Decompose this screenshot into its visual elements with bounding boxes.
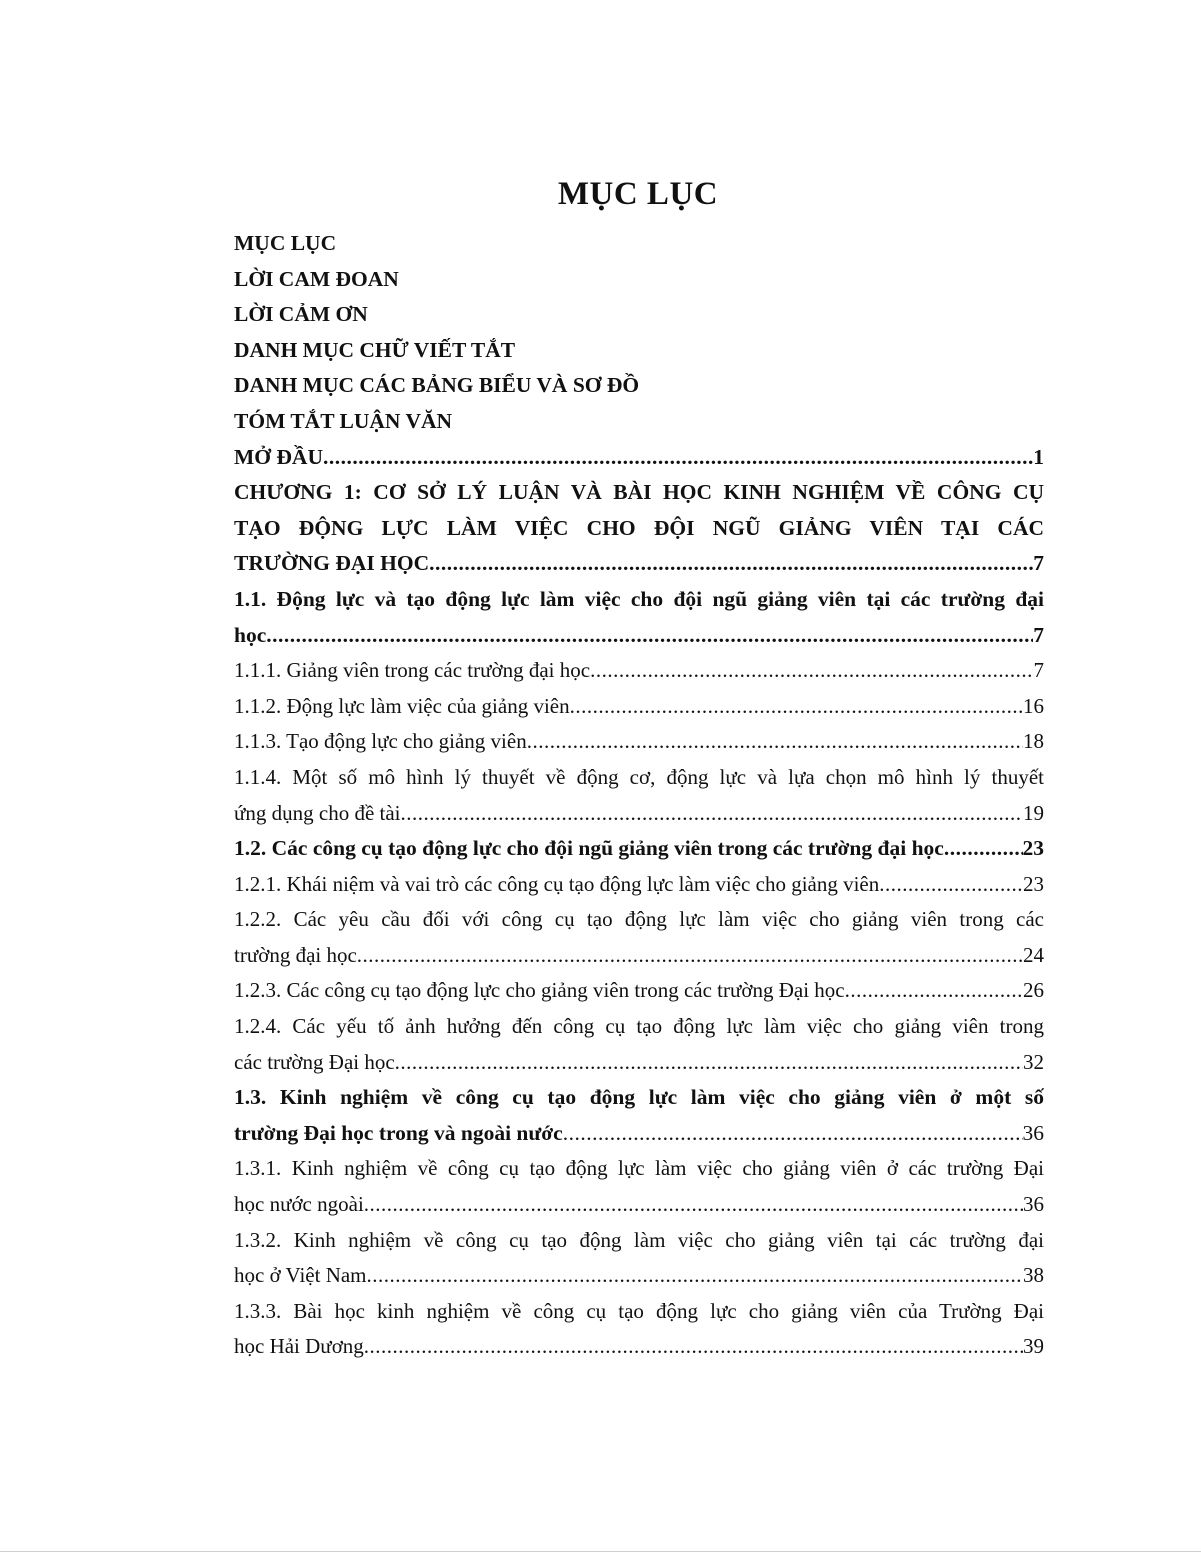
dot-leader <box>323 440 1033 476</box>
toc-entry-tom-tat: TÓM TẮT LUẬN VĂN <box>234 408 453 433</box>
toc-entry-1-3 <box>234 1116 1044 1152</box>
toc-page-number: 23 <box>1023 871 1044 896</box>
toc-entry-text: 1.2.1. Khái niệm và vai trò các công cụ tạo động lực làm việc cho giảng viên <box>234 871 880 896</box>
table-of-contents <box>234 226 1044 1365</box>
page-edge-line <box>0 1551 1201 1552</box>
toc-entry-muc-luc: MỤC LỤC <box>234 231 337 255</box>
toc-entry-text: ứng dụng cho đề tài <box>234 800 401 825</box>
toc-page-number: 7 <box>1033 622 1044 647</box>
toc-entry-text: học ở Việt Nam <box>234 1263 367 1288</box>
toc-page-number: 26 <box>1023 978 1044 1003</box>
dot-leader <box>879 867 1023 903</box>
dot-leader <box>367 1258 1023 1294</box>
toc-entry-1-2-1 <box>234 867 1044 903</box>
dot-leader <box>357 938 1023 974</box>
toc-entry-text: học Hải Dương <box>234 1334 364 1359</box>
toc-entry-danh-muc-chu-viet-tat: DANH MỤC CHỮ VIẾT TẮT <box>234 337 516 362</box>
toc-page-number: 16 <box>1023 693 1044 718</box>
dot-leader <box>401 796 1023 832</box>
toc-entry-text: 1.2. Các công cụ tạo động lực cho đội ngũ giảng viên trong các trường đại học <box>234 836 944 861</box>
toc-entry-chuong-1 <box>234 546 1044 582</box>
toc-page-number: 7 <box>1033 658 1044 683</box>
toc-entry-text: TRƯỜNG ĐẠI HỌC <box>234 551 430 576</box>
toc-entry-1-1-2 <box>234 689 1044 725</box>
toc-entry-loi-cam-on: LỜI CẢM ƠN <box>234 302 368 327</box>
toc-entry-1-1-4 <box>234 796 1044 832</box>
toc-entry-text: 1.1.3. Tạo động lực cho giảng viên <box>234 729 527 754</box>
toc-entry-chuong-1-line-1: CHƯƠNG 1: CƠ SỞ LÝ LUẬN VÀ BÀI HỌC KINH NGHIỆM VỀ CÔNG CỤ <box>234 480 1044 505</box>
toc-entry-text: trường Đại học trong và ngoài nước <box>234 1120 563 1145</box>
dot-leader <box>563 1116 1023 1152</box>
page-title: MỤC LỤC <box>557 176 719 212</box>
toc-entry-1-2-3 <box>234 973 1044 1009</box>
toc-page-number: 1 <box>1033 444 1044 469</box>
dot-leader <box>364 1187 1023 1223</box>
toc-entry-1-2-4 <box>234 1045 1044 1081</box>
toc-entry-1-1-1 <box>234 653 1044 689</box>
toc-entry-1-3-3-line-1: 1.3.3. Bài học kinh nghiệm về công cụ tạo động lực cho giảng viên của Trường Đại <box>234 1298 1044 1323</box>
toc-entry-1-3-2-line-1: 1.3.2. Kinh nghiệm về công cụ tạo động làm việc cho giảng viên tại các trường đại <box>234 1227 1044 1252</box>
toc-entry-mo-dau <box>234 440 1044 476</box>
toc-entry-loi-cam-doan: LỜI CAM ĐOAN <box>234 266 399 291</box>
dot-leader <box>364 1329 1023 1365</box>
toc-entry-1-2 <box>234 831 1044 867</box>
toc-page-number: 23 <box>1022 836 1044 861</box>
toc-entry-1-3-line-1: 1.3. Kinh nghiệm về công cụ tạo động lực làm việc cho giảng viên ở một số <box>234 1085 1044 1110</box>
toc-entry-text: MỞ ĐẦU <box>234 444 323 469</box>
toc-page-number: 36 <box>1023 1192 1044 1217</box>
toc-entry-1-3-1 <box>234 1187 1044 1223</box>
toc-page-number: 19 <box>1023 800 1044 825</box>
toc-page-number: 7 <box>1033 551 1044 576</box>
toc-entry-text: 1.1.1. Giảng viên trong các trường đại học <box>234 658 591 683</box>
toc-entry-1-3-3 <box>234 1329 1044 1365</box>
toc-entry-text: trường đại học <box>234 942 357 967</box>
dot-leader <box>395 1045 1023 1081</box>
toc-entry-1-3-2 <box>234 1258 1044 1294</box>
toc-entry-1-2-4-line-1: 1.2.4. Các yếu tố ảnh hưởng đến công cụ tạo động lực làm việc cho giảng viên trong <box>234 1014 1044 1039</box>
dot-leader <box>590 653 1033 689</box>
dot-leader <box>266 618 1033 654</box>
toc-entry-text: học <box>234 622 267 647</box>
toc-entry-chuong-1-line-2: TẠO ĐỘNG LỰC LÀM VIỆC CHO ĐỘI NGŨ GIẢNG VIÊN TẠI CÁC <box>234 515 1044 540</box>
toc-entry-1-1-4-line-1: 1.1.4. Một số mô hình lý thuyết về động cơ, động lực và lựa chọn mô hình lý thuyết <box>234 764 1044 789</box>
toc-page-number: 18 <box>1023 729 1044 754</box>
toc-entry-text: 1.1.2. Động lực làm việc của giảng viên <box>234 693 570 718</box>
toc-entry-danh-muc-bang-bieu: DANH MỤC CÁC BẢNG BIỂU VÀ SƠ ĐỒ <box>234 373 640 398</box>
dot-leader <box>845 973 1023 1009</box>
dot-leader <box>429 546 1033 582</box>
dot-leader <box>944 831 1023 867</box>
toc-entry-text: học nước ngoài <box>234 1192 364 1217</box>
toc-entry-text: 1.2.3. Các công cụ tạo động lực cho giảng viên trong các trường Đại học <box>234 978 845 1003</box>
dot-leader <box>527 724 1023 760</box>
toc-entry-1-3-1-line-1: 1.3.1. Kinh nghiệm về công cụ tạo động lực làm việc cho giảng viên ở các trường Đại <box>234 1156 1044 1181</box>
toc-page-number: 32 <box>1023 1049 1044 1074</box>
toc-page-number: 36 <box>1022 1120 1044 1145</box>
toc-entry-1-1-line-1: 1.1. Động lực và tạo động lực làm việc cho đội ngũ giảng viên tại các trường đại <box>234 586 1044 611</box>
toc-page-number: 24 <box>1023 942 1044 967</box>
toc-entry-1-2-2 <box>234 938 1044 974</box>
toc-entry-1-1-3 <box>234 724 1044 760</box>
toc-entry-text: các trường Đại học <box>234 1049 395 1074</box>
toc-entry-1-2-2-line-1: 1.2.2. Các yêu cầu đối với công cụ tạo động lực làm việc cho giảng viên trong các <box>234 907 1044 932</box>
toc-page-number: 39 <box>1023 1334 1044 1359</box>
dot-leader <box>570 689 1023 725</box>
toc-entry-1-1 <box>234 618 1044 654</box>
toc-page-number: 38 <box>1023 1263 1044 1288</box>
